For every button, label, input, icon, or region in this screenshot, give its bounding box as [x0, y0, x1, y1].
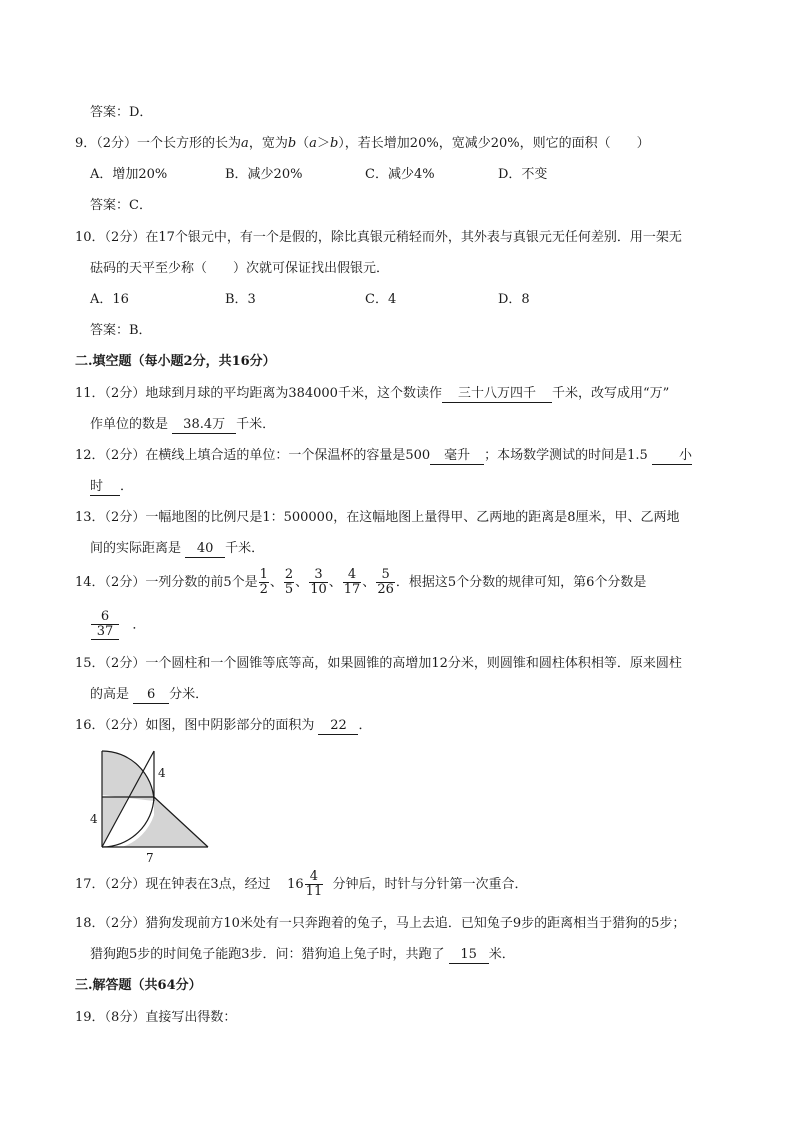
q11-line1: 11．（2分）地球到月球的平均距离为384000千米，这个数读作 三十八万四千 千米，改写成用“万”	[75, 386, 670, 401]
q10-option-c: C．4	[365, 292, 397, 307]
q13-blank-1: 40	[185, 541, 225, 558]
q16-label-top-right: 4	[158, 766, 166, 780]
q14-fraction-5: $\frac{5}{26}$	[377, 567, 394, 597]
q19-line1: 19．（8分）直接写出得数：	[75, 1010, 237, 1025]
q9-option-d: D．不变	[498, 167, 548, 182]
q14-line2: $\frac{6}{37}$ ．	[90, 610, 145, 641]
q18-line2: 猎狗跑5步的时间兔子能跑3步．问：猎狗追上兔子时，共跑了 15 米．	[90, 947, 515, 962]
q11-line2: 作单位的数是 38.4万 千米．	[90, 417, 276, 432]
q12-blank-2b: 时	[90, 479, 120, 496]
q14-fraction-3: $\frac{3}{10}$	[310, 567, 327, 597]
q11-blank-2: 38.4万	[172, 417, 236, 434]
q17-fraction: $\frac{4}{11}$	[305, 869, 323, 899]
q13-line1: 13．（2分）一幅地图的比例尺是1：500000，在这幅地图上量得甲、乙两地的距离是8厘米，甲、乙两地	[75, 510, 680, 525]
q9-answer: 答案：C．	[90, 198, 152, 213]
q18-line1: 18．（2分）猎狗发现前方10米处有一只奔跑着的兔子，马上去追．已知兔子9步的距离相当于猎狗的5步；	[75, 916, 686, 931]
q16-figure	[88, 745, 218, 867]
q13-line2: 间的实际距离是 40 千米．	[90, 541, 265, 556]
q14-fraction-1: $\frac{1}{2}$	[259, 567, 268, 597]
q11-blank-1: 三十八万四千	[442, 386, 552, 403]
q10-option-b: B．3	[225, 292, 256, 307]
q16-label-left: 4	[90, 812, 98, 826]
q9-option-c: C．减少4%	[365, 167, 435, 182]
section-2-heading: 二.填空题（每小题2分，共16分）	[75, 354, 276, 369]
q12-blank-1: 毫升	[430, 448, 484, 465]
q16-blank-1: 22	[318, 718, 358, 735]
q14-line1: 14．（2分）一列分数的前5个是 $\frac{1}{2}$ 、 $\frac{2}{5}$ 、 $\frac{3}{10}$ 、 $\frac{4}{17}$ 、 $\frac{5}{26}$ ．根据这5个分数的规律可知，第6个分数是	[75, 567, 647, 597]
q10-option-d: D．8	[498, 292, 530, 307]
q14-fraction-2: $\frac{2}{5}$	[284, 567, 294, 597]
q10-answer: 答案：B．	[90, 323, 152, 338]
q12-line2: 时 ．	[90, 479, 134, 494]
q14-fraction-4: $\frac{4}{17}$	[343, 567, 361, 597]
q15-line2: 的高是 6 分米．	[90, 687, 209, 702]
q15-blank-1: 6	[133, 687, 169, 704]
q9-stem: 9．（2分）一个长方形的长为a，宽为b（a＞b），若长增加20%，宽减少20%，则它的面积（ ）	[75, 136, 650, 151]
q9-option-b: B．减少20%	[225, 167, 303, 182]
q10-stem-line2: 砝码的天平至少称（ ）次就可保证找出假银元．	[90, 261, 390, 276]
q12-line1: 12．（2分）在横线上填合适的单位：一个保温杯的容量是500 毫升 ；本场数学测试的时间是1.5 小	[75, 448, 692, 463]
section-3-heading: 三.解答题（共64分）	[75, 978, 202, 993]
q8-answer: 答案：D．	[90, 105, 153, 120]
q10-option-a: A．16	[90, 292, 129, 307]
q17-line1: 17．（2分）现在钟表在3点，经过 16 $\frac{4}{11}$ 分钟后，时针与分针第一次重合．	[75, 869, 528, 899]
q18-blank-1: 15	[449, 947, 489, 964]
q10-stem-line1: 10．（2分）在17个银元中，有一个是假的，除比真银元稍轻而外，其外表与真银元无任何差别．用一架无	[75, 230, 682, 245]
q9-option-a: A．增加20%	[90, 167, 168, 182]
q12-blank-2a: 小	[652, 448, 692, 465]
q14-answer-fraction: $\frac{6}{37}$	[91, 610, 119, 640]
q16-line1: 16．（2分）如图，图中阴影部分的面积为 22 ．	[75, 718, 372, 733]
q15-line1: 15．（2分）一个圆柱和一个圆锥等底等高，如果圆锥的高增加12分米，则圆锥和圆柱体积相等．原来圆柱	[75, 656, 682, 671]
q16-label-bottom: 7	[146, 851, 154, 865]
q17-mixed-whole: 16	[287, 877, 304, 892]
